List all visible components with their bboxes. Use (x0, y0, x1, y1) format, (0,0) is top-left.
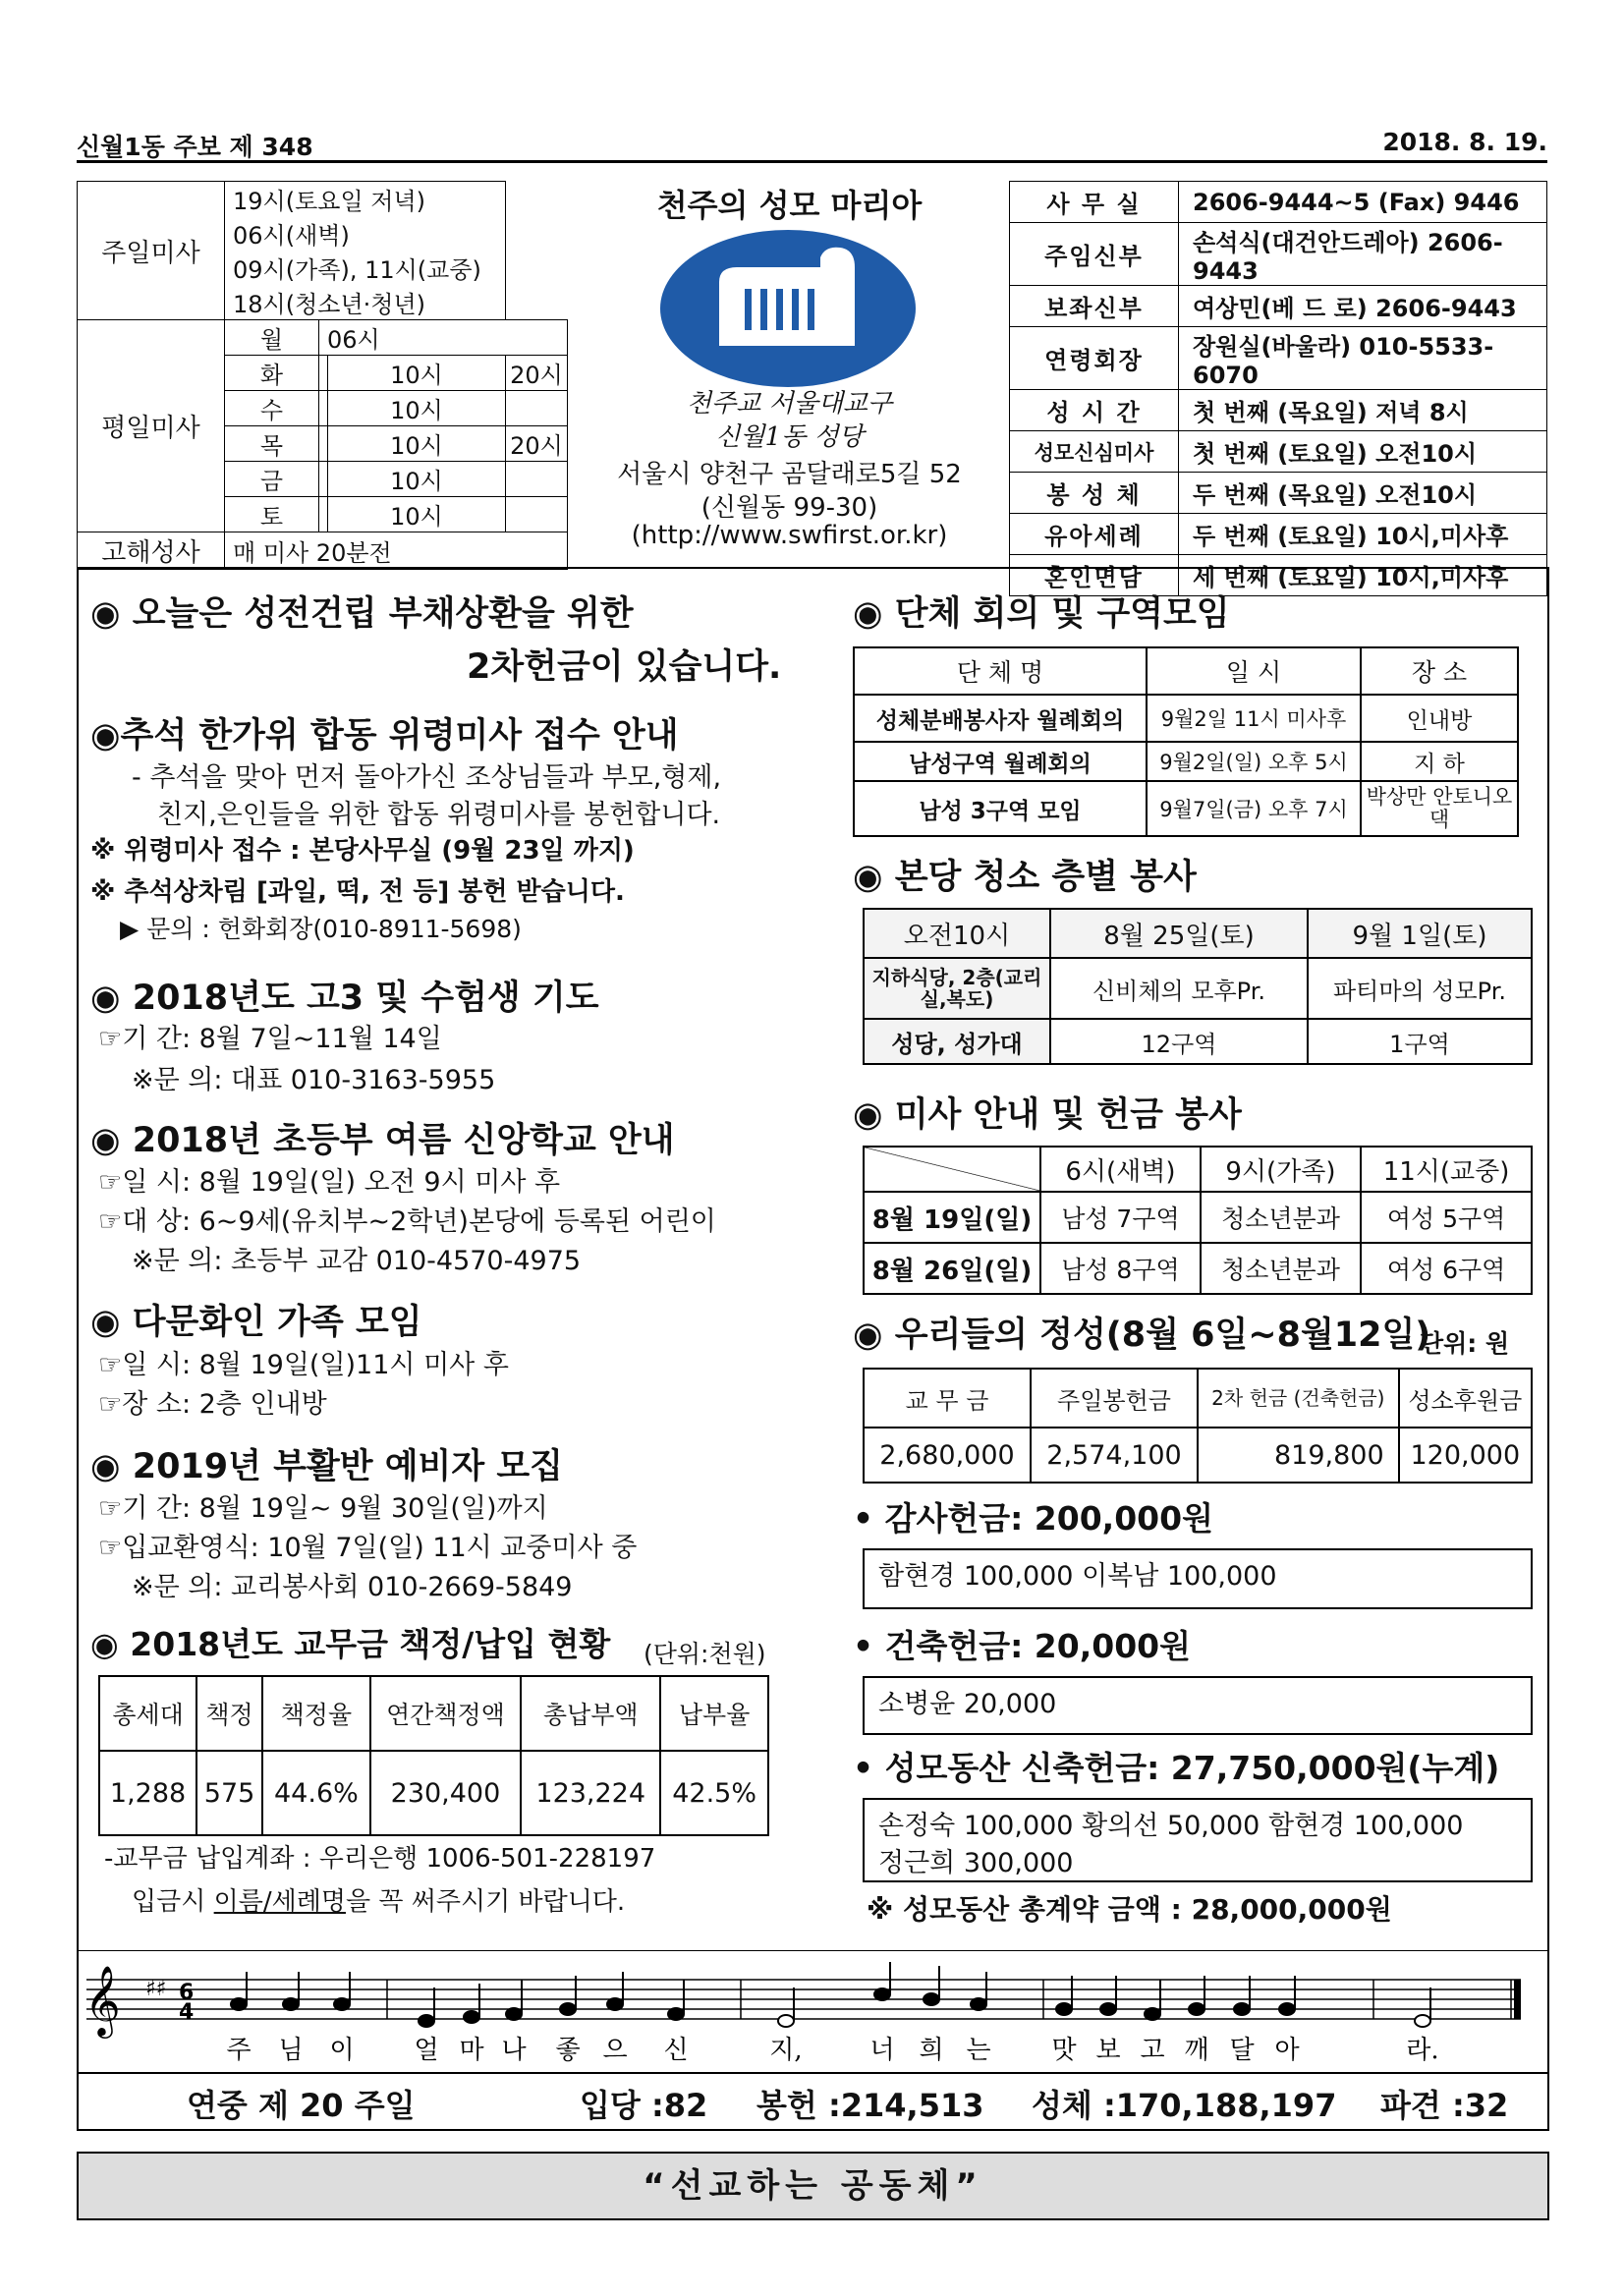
info-value: 손석식(대건안드레아) 2606-9443 (1179, 223, 1547, 286)
cleaning-group: 신비체의 모후Pr. (1050, 958, 1308, 1019)
church-address-old: (신월동 99-30) (700, 493, 878, 523)
weekday: 금 (225, 462, 319, 497)
weekday: 토 (225, 497, 319, 532)
footer-motto: “선교하는 공동체” (77, 2152, 1549, 2220)
hymn-score (77, 1950, 1549, 2088)
dues-header: 총세대 (99, 1676, 196, 1751)
multicultural-place: ☞장 소: 2층 인내방 (98, 1389, 327, 1420)
dues-table (98, 1675, 769, 1836)
mass-service-group: 청소년분과 (1201, 1192, 1361, 1243)
mass-service-date: 8월 26일(일) (864, 1243, 1040, 1294)
building-offering-title: • 건축헌금: 20,000원 (853, 1627, 1191, 1665)
meeting-place: 박상만 안토니오댁 (1361, 781, 1518, 836)
liturgical-week: 연중 제 20 주일 (187, 2087, 416, 2124)
dues-value: 42.5% (660, 1751, 768, 1835)
mass-service-table (863, 1146, 1533, 1295)
section-title-exam-prayer: ◉ 2018년도 고3 및 수험생 기도 (90, 979, 599, 1018)
dues-value: 44.6% (262, 1751, 370, 1835)
mass-service-group: 남성 7구역 (1040, 1192, 1201, 1243)
memorial-mass-text: 친지,은인들을 위한 합동 위령미사를 봉헌합니다. (157, 800, 721, 830)
dues-header: 책정율 (262, 1676, 370, 1751)
lyric-syllable: 달 (1229, 2036, 1255, 2065)
catechumen-period: ☞기 간: 8월 19일~ 9월 30일(일)까지 (98, 1493, 548, 1524)
meeting-name: 남성구역 월례회의 (854, 742, 1147, 781)
mass-service-group: 남성 8구역 (1040, 1243, 1201, 1294)
time-signature: 6 (179, 1981, 195, 2005)
cleaning-header: 9월 1일(토) (1308, 909, 1532, 958)
memorial-mass-contact: ▶ 문의 : 헌화회장(010-8911-5698) (120, 915, 522, 943)
weekday: 월 (225, 320, 319, 356)
weekday-mass-label: 평일미사 (78, 320, 225, 532)
dues-value: 1,288 (99, 1751, 196, 1835)
mass-service-header: 11시(교중) (1361, 1147, 1532, 1192)
section-title-cleaning: ◉ 본당 청소 층별 봉사 (853, 858, 1197, 897)
section-title-memorial-mass: ◉추석 한가위 합동 위령미사 접수 안내 (90, 716, 679, 756)
announcement-second-collection-2: 2차헌금이 있습니다. (467, 647, 782, 687)
dues-unit: (단위:천원) (644, 1640, 766, 1668)
confession-time: 매 미사 20분전 (225, 532, 568, 570)
lyric-syllable: 주 (226, 2036, 252, 2065)
weekday-time: 10시 (328, 391, 506, 426)
mass-service-group: 여성 6구역 (1361, 1243, 1532, 1294)
cleaning-group: 파티마의 성모Pr. (1308, 958, 1532, 1019)
memorial-mass-note: ※ 위령미사 접수 : 본당사무실 (9월 23일 까지) (90, 836, 635, 866)
mass-service-group: 여성 5구역 (1361, 1192, 1532, 1243)
info-value: 두 번째 (목요일) 오전10시 (1179, 473, 1547, 514)
info-key: 보좌신부 (1010, 286, 1179, 327)
offerings-value: 819,800 (1198, 1428, 1399, 1483)
dues-header: 납부율 (660, 1676, 768, 1751)
hymn-communion: 성체 :170,188,197 (1032, 2087, 1337, 2124)
weekday-time: 10시 (328, 462, 506, 497)
weekday-time: 06시 (319, 320, 568, 356)
cleaning-area: 지하식당, 2층(교리실,복도) (864, 958, 1050, 1019)
parish-info-table (1009, 181, 1547, 596)
info-value: 장원실(바울라) 010-5533-6070 (1179, 327, 1547, 390)
cleaning-header: 오전10시 (864, 909, 1050, 958)
church-logo-icon (658, 228, 919, 390)
mass-schedule-table (77, 181, 568, 570)
weekday: 화 (225, 356, 319, 391)
section-title-mass-service: ◉ 미사 안내 및 헌금 봉사 (853, 1095, 1242, 1135)
offerings-value: 120,000 (1399, 1428, 1532, 1483)
cleaning-group: 12구역 (1050, 1019, 1308, 1064)
info-value: 2606-9444~5 (Fax) 9446 (1179, 182, 1547, 223)
bulletin-date: 2018. 8. 19. (1382, 128, 1547, 156)
top-rule (77, 160, 1547, 163)
dues-account: -교무금 납입계좌 : 우리은행 1006-501-228197 (104, 1844, 656, 1874)
offerings-table (863, 1368, 1533, 1484)
dues-instruction: 입금시 이름/세례명을 꼭 써주시기 바랍니다. (132, 1887, 626, 1917)
cleaning-table (863, 908, 1533, 1065)
lyric-syllable: 희 (919, 2036, 944, 2065)
weekday-time: 10시 (328, 497, 506, 532)
section-title-summer-school: ◉ 2018년 초등부 여름 신앙학교 안내 (90, 1121, 675, 1160)
exam-prayer-contact: ※문 의: 대표 010-3163-5955 (132, 1065, 496, 1095)
church-title: 천주의 성모 마리아 (656, 187, 923, 224)
meeting-time: 9월2일(일) 오후 5시 (1147, 742, 1361, 781)
sunday-mass-time: 18시(청소년·청년) (225, 285, 506, 320)
weekday-time: 20시 (505, 426, 567, 462)
lyric-syllable: 나 (501, 2036, 527, 2065)
bulletin-number: 신월1동 주보 제 348 (77, 133, 313, 161)
sunday-mass-label: 주일미사 (78, 182, 225, 320)
offerings-unit: 단위: 원 (1420, 1329, 1510, 1358)
church-parish: 신월1동 성당 (715, 422, 864, 452)
announcement-second-collection: ◉ 오늘은 성전건립 부채상환을 위한 (90, 594, 634, 634)
meeting-place: 인내방 (1361, 695, 1518, 742)
section-title-catechumen: ◉ 2019년 부활반 예비자 모집 (90, 1447, 563, 1486)
info-value: 첫 번째 (토요일) 오전10시 (1179, 431, 1547, 473)
mass-service-corner (864, 1147, 1040, 1192)
marian-garden-title: • 성모동산 신축헌금: 27,750,000원(누계) (853, 1749, 1500, 1787)
dues-value: 123,224 (521, 1751, 660, 1835)
lyric-syllable: 너 (869, 2036, 895, 2065)
weekday-time (505, 391, 567, 426)
treble-clef-icon: 𝄞 (84, 1964, 121, 2036)
lyric-syllable: 마 (459, 2036, 484, 2065)
offerings-header: 2차 헌금 (건축헌금) (1198, 1369, 1399, 1428)
lyric-syllable: 으 (602, 2036, 628, 2065)
lyric-syllable: 좋 (555, 2036, 581, 2065)
meetings-table (853, 646, 1519, 837)
offerings-value: 2,680,000 (864, 1428, 1031, 1483)
weekday-time: 10시 (328, 356, 506, 391)
weekday-time: 20시 (505, 356, 567, 391)
sunday-mass-time: 19시(토요일 저녁) (225, 182, 506, 217)
mass-service-group: 청소년분과 (1201, 1243, 1361, 1294)
sunday-mass-time: 06시(새벽) (225, 216, 506, 251)
lyric-syllable: 님 (278, 2036, 304, 2065)
time-signature: 4 (179, 2000, 195, 2025)
thanksgiving-offering-title: • 감사헌금: 200,000원 (853, 1499, 1213, 1538)
meeting-name: 남성 3구역 모임 (854, 781, 1147, 836)
multicultural-date: ☞일 시: 8월 19일(일)11시 미사 후 (98, 1350, 509, 1380)
weekday-time (505, 497, 567, 532)
lyric-syllable: 얼 (414, 2036, 439, 2065)
dues-value: 230,400 (370, 1751, 521, 1835)
dues-header: 연간책정액 (370, 1676, 521, 1751)
hymn-recessional: 파견 :32 (1380, 2087, 1509, 2124)
mass-service-header: 9시(가족) (1201, 1147, 1361, 1192)
meetings-header: 단 체 명 (854, 647, 1147, 695)
dues-value: 575 (196, 1751, 262, 1835)
building-offering-donors: 소병윤 20,000 (863, 1676, 1533, 1735)
lyric-syllable: 지, (769, 2036, 803, 2065)
mass-service-header: 6시(새벽) (1040, 1147, 1201, 1192)
meeting-time: 9월2일 11시 미사후 (1147, 695, 1361, 742)
meeting-name: 성체분배봉사자 월례회의 (854, 695, 1147, 742)
weekday: 수 (225, 391, 319, 426)
lyric-syllable: 라. (1406, 2036, 1439, 2065)
meetings-header: 일 시 (1147, 647, 1361, 695)
marian-garden-contract: ※ 성모동산 총계약 금액 : 28,000,000원 (867, 1893, 1392, 1926)
lyric-syllable: 고 (1140, 2036, 1165, 2065)
weekday: 목 (225, 426, 319, 462)
cleaning-group: 1구역 (1308, 1019, 1532, 1064)
info-key: 유아세례 (1010, 514, 1179, 555)
info-key: 사 무 실 (1010, 182, 1179, 223)
lyric-syllable: 신 (663, 2036, 689, 2065)
section-title-dues: ◉ 2018년도 교무금 책정/납입 현황 (90, 1625, 611, 1663)
info-key: 연령회장 (1010, 327, 1179, 390)
memorial-mass-text: - 추석을 맞아 먼저 돌아가신 조상님들과 부모,형제, (132, 762, 722, 793)
offerings-value: 2,574,100 (1031, 1428, 1198, 1483)
lyric-syllable: 는 (966, 2036, 991, 2065)
weekday-time: 10시 (328, 426, 506, 462)
offerings-header: 주일봉헌금 (1031, 1369, 1198, 1428)
section-title-multicultural: ◉ 다문화인 가족 모임 (90, 1303, 422, 1342)
lyric-syllable: 아 (1274, 2036, 1300, 2065)
lyric-syllable: 맛 (1051, 2036, 1077, 2065)
church-website: (http://www.swfirst.or.kr) (631, 521, 948, 550)
info-key: 주임신부 (1010, 223, 1179, 286)
dues-header: 책정 (196, 1676, 262, 1751)
church-address: 서울시 양천구 곰달래로5길 52 (617, 460, 962, 489)
lyric-syllable: 이 (329, 2036, 355, 2065)
catechumen-contact: ※문 의: 교리봉사회 010-2669-5849 (132, 1572, 573, 1602)
lyric-syllable: 깨 (1184, 2036, 1209, 2065)
dues-header: 총납부액 (521, 1676, 660, 1751)
meetings-header: 장 소 (1361, 647, 1518, 695)
offerings-header: 교 무 금 (864, 1369, 1031, 1428)
marian-garden-donors: 손정숙 100,000 황의선 50,000 함현경 100,000 정근희 300,000 (863, 1798, 1533, 1882)
thanksgiving-offering-donors: 함현경 100,000 이복남 100,000 (863, 1548, 1533, 1609)
info-key: 성 시 간 (1010, 390, 1179, 431)
info-key: 혼인면담 (1010, 555, 1179, 596)
summer-school-target: ☞대 상: 6~9세(유치부~2학년)본당에 등록된 어린이 (98, 1206, 716, 1237)
exam-prayer-period: ☞기 간: 8월 7일~11월 14일 (98, 1024, 442, 1054)
sunday-mass-time: 09시(가족), 11시(교중) (225, 251, 506, 285)
info-value: 세 번째 (토요일) 10시,미사후 (1179, 555, 1547, 596)
info-value: 첫 번째 (목요일) 저녁 8시 (1179, 390, 1547, 431)
summer-school-date: ☞일 시: 8월 19일(일) 오전 9시 미사 후 (98, 1167, 561, 1198)
key-signature-icon: ♯♯ (145, 1977, 167, 2001)
info-value: 두 번째 (토요일) 10시,미사후 (1179, 514, 1547, 555)
catechumen-welcome: ☞입교환영식: 10월 7일(일) 11시 교중미사 중 (98, 1533, 638, 1563)
hymn-entrance: 입당 :82 (580, 2087, 708, 2124)
weekday-time (505, 462, 567, 497)
memorial-mass-note: ※ 추석상차림 [과일, 떡, 전 등] 봉헌 받습니다. (90, 877, 625, 907)
info-key: 성모신심미사 (1010, 431, 1179, 473)
info-key: 봉 성 체 (1010, 473, 1179, 514)
section-title-offerings: ◉ 우리들의 정성(8월 6일~8월12일) (853, 1316, 1431, 1355)
mass-service-date: 8월 19일(일) (864, 1192, 1040, 1243)
meeting-time: 9월7일(금) 오후 7시 (1147, 781, 1361, 836)
hymn-offertory: 봉헌 :214,513 (756, 2087, 984, 2124)
cleaning-header: 8월 25일(토) (1050, 909, 1308, 958)
summer-school-contact: ※문 의: 초등부 교감 010-4570-4975 (132, 1246, 582, 1276)
meeting-place: 지 하 (1361, 742, 1518, 781)
lyric-syllable: 보 (1095, 2036, 1121, 2065)
section-title-meetings: ◉ 단체 회의 및 구역모임 (853, 594, 1230, 634)
info-value: 여상민(베 드 로) 2606-9443 (1179, 286, 1547, 327)
cleaning-area: 성당, 성가대 (864, 1019, 1050, 1064)
church-diocese: 천주교 서울대교구 (686, 389, 893, 419)
confession-label: 고해성사 (78, 532, 225, 570)
offerings-header: 성소후원금 (1399, 1369, 1532, 1428)
